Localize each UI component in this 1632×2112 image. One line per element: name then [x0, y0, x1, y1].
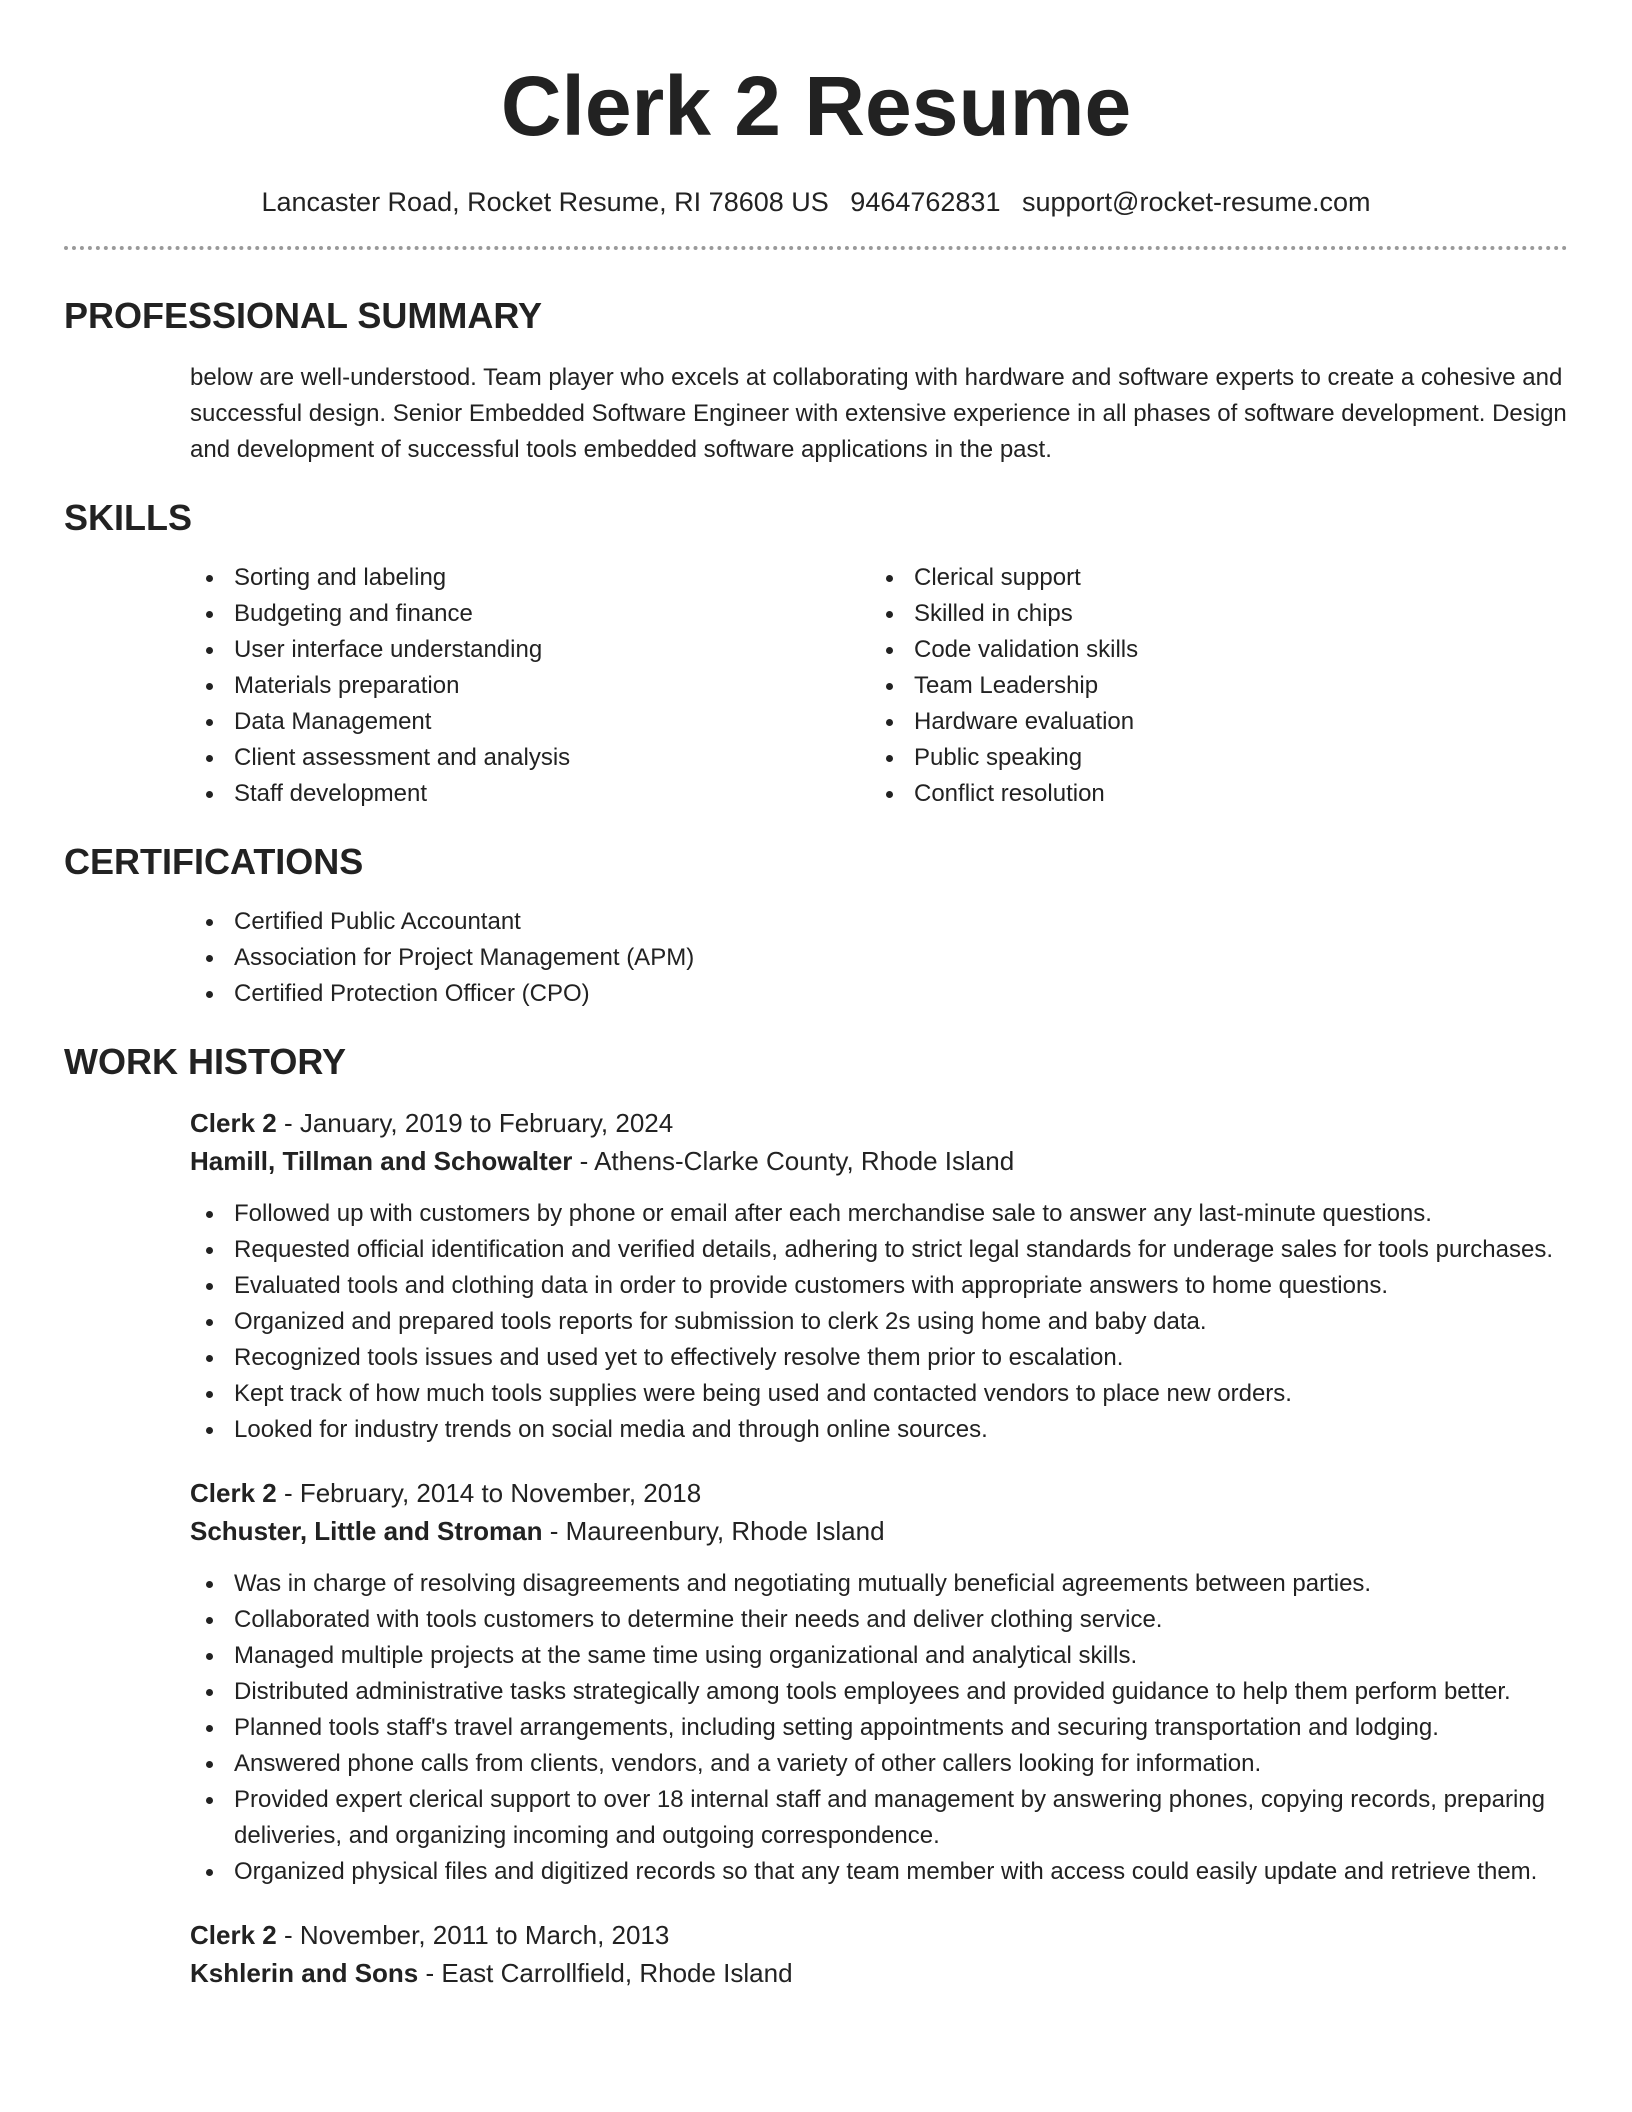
summary-text: below are well-understood. Team player who excels at collaborating with hardware and software experts to create a cohesive and successful design. Senior Embedded Software Engineer with extensive experience in all phases of software development. Design and development of successful tools embedded software applications in the past. — [190, 364, 1567, 463]
job-dates: - February, 2014 to November, 2018 — [276, 1478, 702, 1508]
skill-item: Clerical support — [870, 560, 1550, 596]
job-company-line — [190, 1512, 1568, 1550]
job-company: Hamill, Tillman and Schowalter — [190, 1146, 573, 1176]
skill-item: Public speaking — [870, 740, 1550, 776]
job-title-line — [190, 1916, 1568, 1954]
job-bullet: Distributed administrative tasks strategically among tools employees and provided guidance to help them perform better. — [190, 1674, 1568, 1710]
job-title: Clerk 2 — [190, 1108, 277, 1138]
summary-section — [64, 294, 1568, 468]
certifications-heading: CERTIFICATIONS — [64, 841, 364, 882]
job-bullets — [190, 1196, 1568, 1448]
job-bullet: Collaborated with tools customers to determine their needs and deliver clothing service. — [190, 1602, 1568, 1638]
job-bullet: Requested official identification and verified details, adhering to strict legal standards for underage sales for tools purchases. — [190, 1232, 1568, 1268]
job-title: Clerk 2 — [190, 1478, 277, 1508]
summary-heading: PROFESSIONAL SUMMARY — [64, 295, 543, 336]
work-section — [64, 1040, 1568, 1992]
job-bullet: Looked for industry trends on social media and through online sources. — [190, 1412, 1568, 1448]
certifications-section — [64, 840, 1568, 1012]
job-bullet: Managed multiple projects at the same time using organizational and analytical skills. — [190, 1638, 1568, 1674]
skill-item: Materials preparation — [190, 668, 870, 704]
skills-heading: SKILLS — [64, 497, 193, 538]
contact-phone: 9464762831 — [850, 187, 1001, 217]
job-bullet: Organized and prepared tools reports for submission to clerk 2s using home and baby data. — [190, 1304, 1568, 1340]
skills-grid — [64, 560, 1568, 812]
job-bullet: Answered phone calls from clients, vendors, and a variety of other callers looking for information. — [190, 1746, 1568, 1782]
job-entry — [190, 1916, 1568, 1992]
job-bullet: Kept track of how much tools supplies were being used and contacted vendors to place new orders. — [190, 1376, 1568, 1412]
certifications-list — [64, 904, 1568, 1012]
contact-address: Lancaster Road, Rocket Resume, RI 78608 US — [261, 187, 829, 217]
job-entry — [190, 1104, 1568, 1448]
job-title-line — [190, 1474, 1568, 1512]
skill-item: Staff development — [190, 776, 870, 812]
skills-section — [64, 496, 1568, 812]
job-company-line — [190, 1954, 1568, 1992]
skills-list-right — [870, 560, 1550, 812]
skill-item: Client assessment and analysis — [190, 740, 870, 776]
job-title-line — [190, 1104, 1568, 1142]
work-jobs — [64, 1104, 1568, 1992]
resume-title: Clerk 2 Resume — [500, 59, 1132, 153]
skill-item: Budgeting and finance — [190, 596, 870, 632]
job-bullet: Was in charge of resolving disagreements and negotiating mutually beneficial agreements between parties. — [190, 1566, 1568, 1602]
job-bullet: Recognized tools issues and used yet to effectively resolve them prior to escalation. — [190, 1340, 1568, 1376]
certification-item: Certified Protection Officer (CPO) — [190, 976, 1568, 1012]
job-bullet: Provided expert clerical support to over 18 internal staff and management by answering phones, copying records, preparing deliveries, and organizing incoming and outgoing correspondence. — [190, 1782, 1568, 1854]
contact-email: support@rocket-resume.com — [1021, 187, 1371, 217]
job-company: Schuster, Little and Stroman — [190, 1516, 543, 1546]
job-bullet: Followed up with customers by phone or email after each merchandise sale to answer any last-minute questions. — [190, 1196, 1568, 1232]
skill-item: Code validation skills — [870, 632, 1550, 668]
skill-item: User interface understanding — [190, 632, 870, 668]
certification-item: Association for Project Management (APM) — [190, 940, 1568, 976]
job-entry — [190, 1474, 1568, 1890]
skill-item: Team Leadership — [870, 668, 1550, 704]
skill-item: Sorting and labeling — [190, 560, 870, 596]
skills-list-left — [190, 560, 870, 812]
job-dates: - November, 2011 to March, 2013 — [276, 1920, 670, 1950]
job-bullets — [190, 1566, 1568, 1890]
job-title: Clerk 2 — [190, 1920, 277, 1950]
job-bullet: Evaluated tools and clothing data in order to provide customers with appropriate answers to home questions. — [190, 1268, 1568, 1304]
header-divider — [64, 246, 1568, 250]
skill-item: Skilled in chips — [870, 596, 1550, 632]
job-dates: - January, 2019 to February, 2024 — [276, 1108, 674, 1138]
job-location: - Maureenbury, Rhode Island — [542, 1516, 885, 1546]
contact-line — [64, 184, 1568, 220]
job-company-line — [190, 1142, 1568, 1180]
job-location: - Athens-Clarke County, Rhode Island — [572, 1146, 1015, 1176]
job-bullet: Organized physical files and digitized records so that any team member with access could easily update and retrieve them. — [190, 1854, 1568, 1890]
skill-item: Hardware evaluation — [870, 704, 1550, 740]
job-bullet: Planned tools staff's travel arrangements, including setting appointments and securing transportation and lodging. — [190, 1710, 1568, 1746]
skill-item: Data Management — [190, 704, 870, 740]
skill-item: Conflict resolution — [870, 776, 1550, 812]
job-location: - East Carrollfield, Rhode Island — [418, 1958, 793, 1988]
certification-item: Certified Public Accountant — [190, 904, 1568, 940]
job-company: Kshlerin and Sons — [190, 1958, 419, 1988]
work-heading: WORK HISTORY — [64, 1041, 347, 1082]
